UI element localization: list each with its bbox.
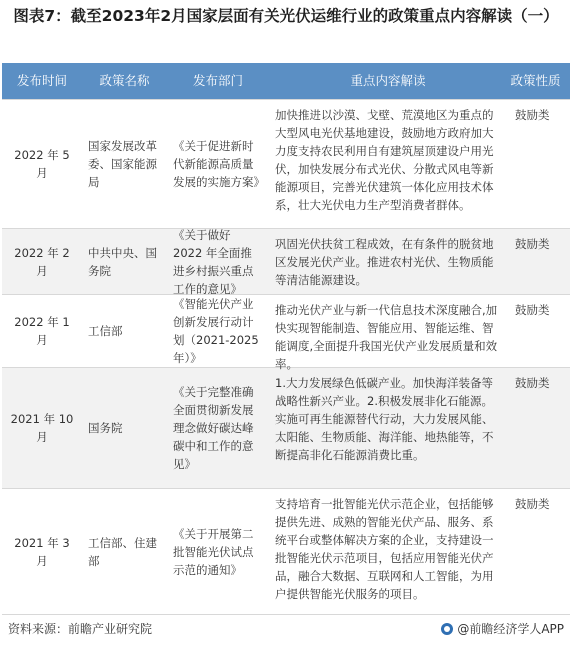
row-nature: 鼓励类 (515, 303, 550, 317)
brand-credit (441, 620, 564, 637)
row-department: 工信部 (88, 324, 123, 338)
table-header-row (2, 63, 570, 100)
row-department: 国务院 (88, 421, 123, 435)
row-nature: 鼓励类 (515, 237, 550, 251)
row-policy-name: 《关于开展第二批智能光伏试点示范的通知》 (173, 526, 254, 577)
row-date: 2022 年 1 月 (14, 315, 70, 347)
row-department: 国家发展改革委、国家能源局 (88, 139, 157, 189)
row-date: 2022 年 2 月 (14, 245, 70, 278)
page-title: 图表7：截至2023年2月国家层面有关光伏运维行业的政策重点内容解读（一） (13, 7, 559, 25)
table-row (2, 229, 570, 295)
row-nature: 鼓励类 (515, 108, 550, 122)
row-date: 2021 年 10 月 (10, 412, 74, 444)
header-nature: 政策性质 (510, 73, 561, 88)
source-note: 资料来源：前瞻产业研究院 (8, 622, 153, 636)
row-policy-name: 《关于促进新时代新能源高质量发展的实施方案》 (173, 139, 265, 189)
table-row (2, 489, 570, 615)
row-content: 加快推进以沙漠、戈壁、荒漠地区为重点的大型风电光伏基地建设，鼓励地方政府加大力度支持农民利用自有建筑屋顶建设户用光伏，加快发展分布式光伏、分散式风电等新能源项目，完善光伏建筑一体化应用技术体系，壮大光伏电力生产型消费者群体。 (275, 108, 494, 212)
row-content: 支持培育一批智能光伏示范企业，包括能够提供先进、成熟的智能光伏产品、服务、系统平台或整体解决方案的企业，支持建设一批智能光伏示范项目，包括应用智能光伏产品，融合大数据、互联网和人工智能，为用户提供智能光伏服务的项目。 (275, 497, 494, 601)
header-department: 发布部门 (192, 73, 243, 88)
header-content: 重点内容解读 (350, 73, 426, 88)
row-policy-name: 《关于做好 2022 年全面推进乡村振兴重点工作的意见》 (173, 227, 254, 296)
row-content: 1.大力发展绿色低碳产业。加快海洋装备等战略性新兴产业。2.积极发展非化石能源。实施可再生能源替代行动，大力发展风能、太阳能、生物质能、海洋能、地热能等，不断提高非化石能源消费比重。 (275, 376, 494, 462)
row-date: 2021 年 3 月 (14, 535, 70, 568)
row-content: 推动光伏产业与新一代信息技术深度融合,加快实现智能制造、智能应用、智能运维、智能调度,全面提升我国光伏产业发展质量和效率。 (275, 303, 498, 371)
row-content: 巩固光伏扶贫工程成效，在有条件的脱贫地区发展光伏产业。推进农村光伏、生物质能等清洁能源建设。 (275, 237, 494, 287)
row-policy-name: 《智能光伏产业创新发展行动计划（2021-2025 年）》 (173, 297, 259, 365)
brand-logo-icon (441, 623, 453, 635)
table-row (2, 368, 570, 489)
row-nature: 鼓励类 (515, 497, 550, 511)
table-row (2, 295, 570, 371)
header-policy-name: 政策名称 (99, 73, 150, 88)
row-policy-name: 《关于完整准确全面贯彻新发展理念做好碳达峰碳中和工作的意见》 (173, 385, 254, 471)
row-department: 工信部、住建部 (88, 535, 157, 568)
brand-label: @前瞻经济学人APP (457, 622, 564, 636)
row-department: 中共中央、国务院 (88, 245, 157, 278)
table-row (2, 100, 570, 229)
row-date: 2022 年 5 月 (14, 148, 70, 180)
policy-table (2, 63, 570, 615)
row-nature: 鼓励类 (515, 376, 550, 390)
header-date: 发布时间 (16, 73, 67, 88)
